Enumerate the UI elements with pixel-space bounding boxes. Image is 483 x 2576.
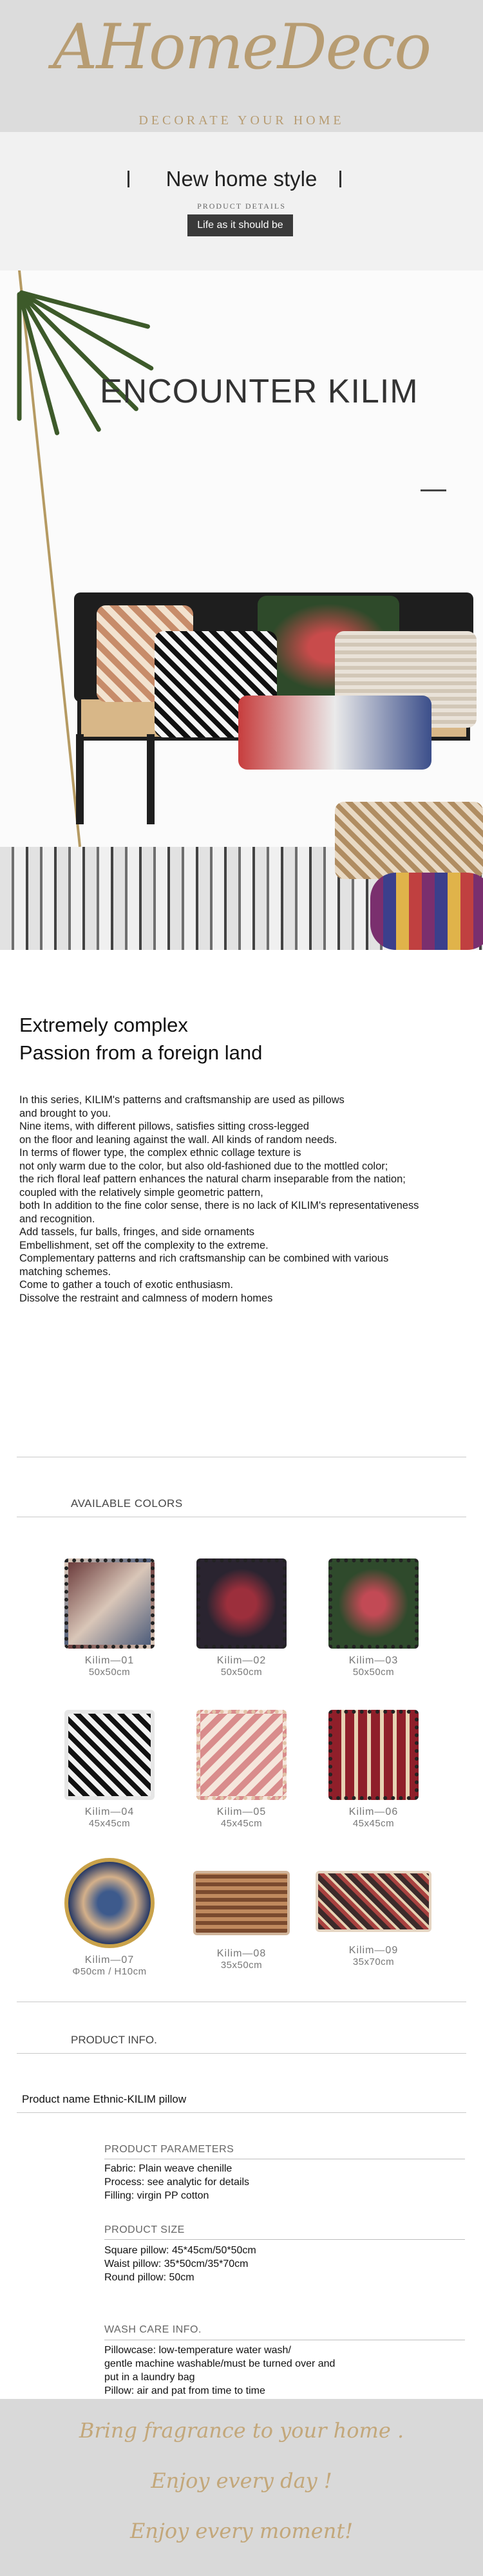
brand-logo: AHomeDeco: [52, 11, 431, 83]
swatch-name: Kilim—02: [216, 1655, 267, 1666]
size-line: Square pillow: 45*45cm/50*50cm: [104, 2245, 256, 2256]
brand-tagline: DECORATE YOUR HOME: [138, 113, 345, 128]
section-divider: [17, 2053, 466, 2054]
story-body: [19, 1094, 470, 1305]
story-line: and recognition.: [19, 1213, 95, 1225]
swatch-size: 45x45cm: [220, 1818, 263, 1829]
story-section: [19, 1011, 470, 1305]
story-title-line: Passion from a foreign land: [19, 1041, 263, 1064]
hero-title: ENCOUNTER KILIM: [100, 373, 419, 410]
size-line: Waist pillow: 35*50cm/35*70cm: [104, 2259, 249, 2269]
pillow-thumbnail: [316, 1871, 431, 1932]
swatch-size: Φ50cm / H10cm: [72, 1966, 147, 1977]
parameter-line: Process: see analytic for details: [104, 2177, 249, 2188]
story-line: matching schemes.: [19, 1265, 111, 1278]
color-swatch-kilim-08[interactable]: [180, 1858, 303, 1971]
product-details-label: PRODUCT DETAILS: [197, 202, 286, 211]
style-title: New home style: [166, 167, 317, 191]
pillow-thumbnail: [328, 1558, 419, 1649]
swatch-name: Kilim—08: [216, 1948, 267, 1959]
slogan-badge: Life as it should be: [187, 214, 293, 236]
story-line: Nine items, with different pillows, satisfies sitting cross-legged: [19, 1121, 309, 1132]
swatch-size: 35x70cm: [352, 1956, 395, 1967]
story-line: both In addition to the fine color sense, there is no lack of KILIM's representativeness: [19, 1200, 419, 1211]
footer-slogan: Enjoy every day !: [151, 2468, 332, 2493]
palm-leaf: [17, 292, 22, 421]
hero-dash: [421, 489, 446, 491]
swatch-name: Kilim—03: [348, 1655, 399, 1666]
size-list: [104, 2244, 256, 2284]
care-heading: WASH CARE INFO.: [104, 2324, 202, 2335]
story-line: In terms of flower type, the complex ethnic collage texture is: [19, 1147, 301, 1159]
pillow-thumbnail: [64, 1858, 155, 1948]
story-line: on the floor and leaning against the wall. All kinds of random needs.: [19, 1133, 337, 1146]
swatch-size: 50x50cm: [352, 1667, 395, 1678]
story-line: Complementary patterns and rich craftsmanship can be combined with various: [19, 1253, 389, 1264]
story-line: the rich floral leaf pattern enhances the natural charm inseparable from the nation;: [19, 1173, 406, 1185]
care-list: [104, 2344, 335, 2398]
swatch-size: 45x45cm: [88, 1818, 131, 1829]
story-line: Come to gather a touch of exotic enthusiasm.: [19, 1279, 234, 1291]
pillow-thumbnail: [196, 1710, 287, 1800]
story-line: In this series, KILIM's patterns and craftsmanship are used as pillows: [19, 1094, 345, 1106]
palm-stem: [18, 270, 81, 847]
parameter-line: Filling: virgin PP cotton: [104, 2190, 209, 2201]
color-swatch-kilim-05[interactable]: [180, 1710, 303, 1829]
footer-slogan: Bring fragrance to your home .: [79, 2418, 404, 2443]
story-title: [19, 1011, 470, 1066]
swatch-name: Kilim—07: [84, 1955, 135, 1965]
product-name: Product name Ethnic-KILIM pillow: [22, 2093, 187, 2105]
care-line: put in a laundry bag: [104, 2372, 195, 2383]
pillow-thumbnail: [196, 1558, 287, 1649]
story-line: Embellishment, set off the complexity to the extreme.: [19, 1239, 269, 1251]
hero-image: [0, 270, 483, 950]
story-title-line: Extremely complex: [19, 1014, 188, 1036]
sofa-leg: [147, 734, 155, 824]
story-line: coupled with the relatively simple geometric pattern,: [19, 1186, 263, 1198]
pillow-thumbnail: [328, 1710, 419, 1800]
parameter-line: Fabric: Plain weave chenille: [104, 2163, 232, 2174]
ottoman: [370, 873, 483, 950]
style-band: [0, 132, 483, 270]
swatch-name: Kilim—09: [348, 1945, 399, 1956]
swatch-name: Kilim—05: [216, 1806, 267, 1817]
swatch-name: Kilim—06: [348, 1806, 399, 1817]
swatch-size: 50x50cm: [88, 1667, 131, 1678]
product-info-label: PRODUCT INFO.: [71, 2034, 157, 2046]
color-swatch-kilim-01[interactable]: [48, 1558, 171, 1678]
color-swatch-kilim-03[interactable]: [312, 1558, 435, 1678]
color-swatch-kilim-02[interactable]: [180, 1558, 303, 1678]
available-colors-label: AVAILABLE COLORS: [71, 1497, 183, 1510]
size-heading: PRODUCT SIZE: [104, 2224, 185, 2235]
parameters-heading: PRODUCT PARAMETERS: [104, 2144, 234, 2155]
sofa-leg: [76, 734, 84, 824]
swatch-name: Kilim—01: [84, 1655, 135, 1666]
swatch-size: 45x45cm: [352, 1818, 395, 1829]
story-line: and brought to you.: [19, 1107, 111, 1119]
color-swatch-kilim-04[interactable]: [48, 1710, 171, 1829]
pillow: [335, 802, 483, 879]
care-line: Pillow: air and pat from time to time: [104, 2385, 265, 2396]
story-line: Dissolve the restraint and calmness of modern homes: [19, 1292, 273, 1304]
pillow: [238, 696, 431, 770]
swatch-name: Kilim—04: [84, 1806, 135, 1817]
swatch-size: 35x50cm: [220, 1960, 263, 1971]
color-swatch-kilim-06[interactable]: [312, 1710, 435, 1829]
footer-slogan: Enjoy every moment!: [129, 2519, 354, 2543]
color-swatch-kilim-07[interactable]: [48, 1858, 171, 1977]
parameters-list: [104, 2162, 249, 2202]
swatch-size: 50x50cm: [220, 1667, 263, 1678]
story-line: Add tassels, fur balls, fringes, and side ornaments: [19, 1226, 255, 1238]
footer-banner: [0, 2399, 483, 2576]
style-title-row: [0, 163, 483, 195]
pillow-thumbnail: [193, 1871, 290, 1935]
size-divider: [104, 2239, 465, 2240]
color-swatch-kilim-09[interactable]: [312, 1858, 435, 1967]
care-line: Pillowcase: low-temperature water wash/: [104, 2345, 291, 2356]
section-divider: [17, 2112, 466, 2113]
pillow-thumbnail: [64, 1558, 155, 1649]
pillow-thumbnail: [64, 1710, 155, 1800]
care-line: gentle machine washable/must be turned over and: [104, 2358, 336, 2369]
story-line: not only warm due to the color, but also old-fashioned due to the mottled color;: [19, 1160, 388, 1172]
size-line: Round pillow: 50cm: [104, 2272, 194, 2283]
title-divider-right: [339, 171, 341, 187]
brand-header: [0, 0, 483, 132]
